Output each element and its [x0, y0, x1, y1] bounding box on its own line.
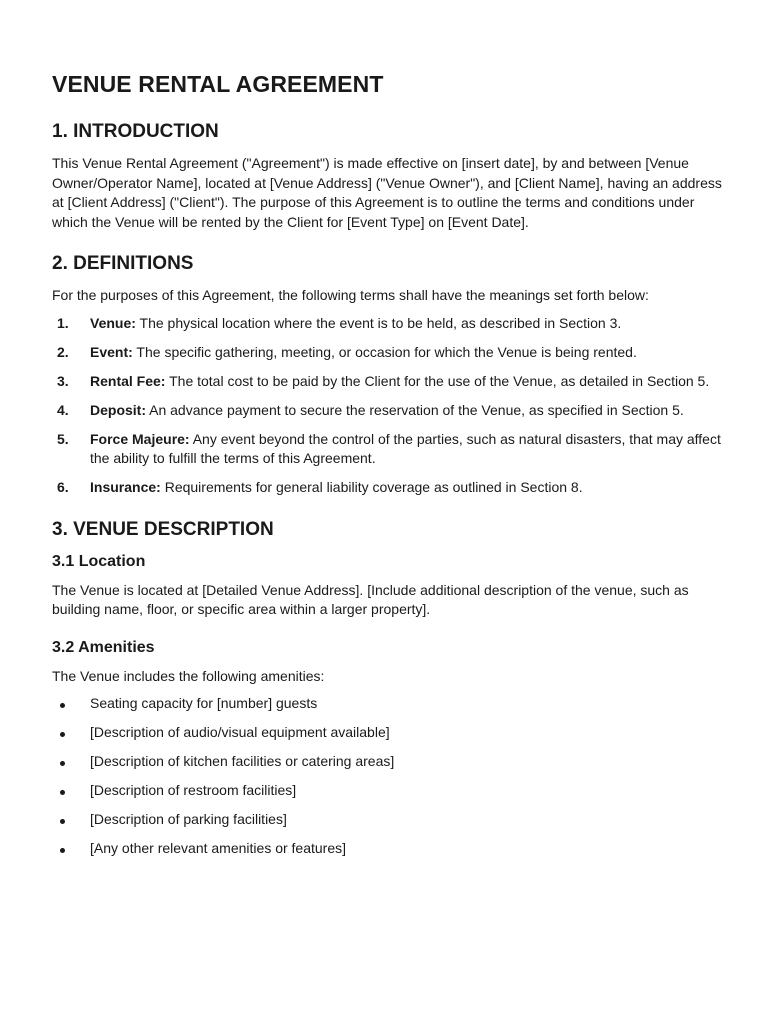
amenity-text: [Any other relevant amenities or features] [90, 840, 347, 856]
amenities-list [52, 694, 724, 859]
amenity-item [52, 781, 724, 801]
amenity-text: [Description of parking facilities] [90, 811, 287, 827]
definition-number: 4. [57, 401, 69, 418]
definition-term: Rental Fee: [90, 372, 166, 389]
bullet-icon [60, 848, 65, 853]
definition-number: 1. [57, 314, 69, 331]
definition-item [52, 372, 724, 392]
definition-term: Venue: [90, 314, 136, 331]
definition-item [52, 478, 724, 498]
location-text: The Venue is located at [Detailed Venue Address]. [Include additional description of the venue, such as building name, floor, or specific area within a larger property]. [52, 581, 689, 617]
definition-text: Requirements for general liability coverage as outlined in Section 8. [160, 479, 583, 495]
venue-description-section [52, 518, 724, 859]
amenity-text: [Description of kitchen facilities or catering areas] [90, 753, 395, 769]
amenity-item [52, 839, 724, 859]
amenity-text: [Description of audio/visual equipment available] [90, 724, 390, 740]
definition-term: Event: [90, 343, 133, 360]
amenities-heading: 3.2 Amenities [52, 638, 155, 656]
definition-text: The physical location where the event is to be held, as described in Section 3. [135, 314, 622, 331]
document-title: VENUE RENTAL AGREEMENT [52, 71, 384, 97]
bullet-icon [60, 761, 65, 766]
amenity-item [52, 694, 724, 714]
introduction-text: This Venue Rental Agreement ("Agreement") is made effective on [insert date], by and between [Venue Owner/Operator Name], located at [Venue Address] ("Venue Owner"), and [Client Name], having an address at [Client Address] ("Client"). The purpose of this Agreement is to outline the terms and conditions under which the Venue will be rented by the Client for [Event Type] on [Event Date]. [52, 155, 722, 230]
bullet-icon [60, 790, 65, 795]
amenities-subsection [52, 638, 724, 859]
definition-item [52, 314, 724, 334]
introduction-heading: 1. INTRODUCTION [52, 121, 219, 142]
amenities-intro: The Venue includes the following amenities: [52, 667, 325, 684]
definition-text: Any event beyond the control of the parties, such as natural disasters, that may affect the ability to fulfill the terms of this Agreement. [90, 430, 721, 466]
location-heading: 3.1 Location [52, 552, 146, 570]
definition-term: Deposit: [90, 401, 146, 418]
definition-number: 6. [57, 479, 69, 495]
definitions-heading: 2. DEFINITIONS [52, 253, 194, 274]
definitions-list [52, 314, 724, 498]
definition-term: Insurance: [90, 479, 161, 495]
amenity-text: [Description of restroom facilities] [90, 782, 297, 798]
definitions-section [52, 252, 724, 498]
bullet-icon [60, 732, 65, 737]
bullet-icon [60, 703, 65, 708]
amenity-item [52, 752, 724, 772]
definition-text: The total cost to be paid by the Client for the use of the Venue, as detailed in Section 5. [165, 372, 710, 389]
definition-text: The specific gathering, meeting, or occasion for which the Venue is being rented. [132, 343, 637, 360]
amenity-text: Seating capacity for [number] guests [90, 695, 318, 711]
amenity-item [52, 723, 724, 743]
definition-item [52, 343, 724, 363]
bullet-icon [60, 819, 65, 824]
definition-number: 2. [57, 343, 69, 360]
location-subsection [52, 552, 724, 620]
definition-number: 3. [57, 372, 69, 389]
venue-description-heading: 3. VENUE DESCRIPTION [52, 518, 274, 540]
introduction-section [52, 120, 724, 232]
amenity-item [52, 810, 724, 830]
definition-item [52, 430, 724, 469]
document-page [52, 70, 724, 879]
definitions-intro: For the purposes of this Agreement, the following terms shall have the meanings set forth below: [52, 287, 649, 303]
definition-text: An advance payment to secure the reservation of the Venue, as specified in Section 5. [146, 401, 684, 418]
definition-term: Force Majeure: [90, 430, 190, 447]
definition-number: 5. [57, 430, 69, 447]
definition-item [52, 401, 724, 421]
